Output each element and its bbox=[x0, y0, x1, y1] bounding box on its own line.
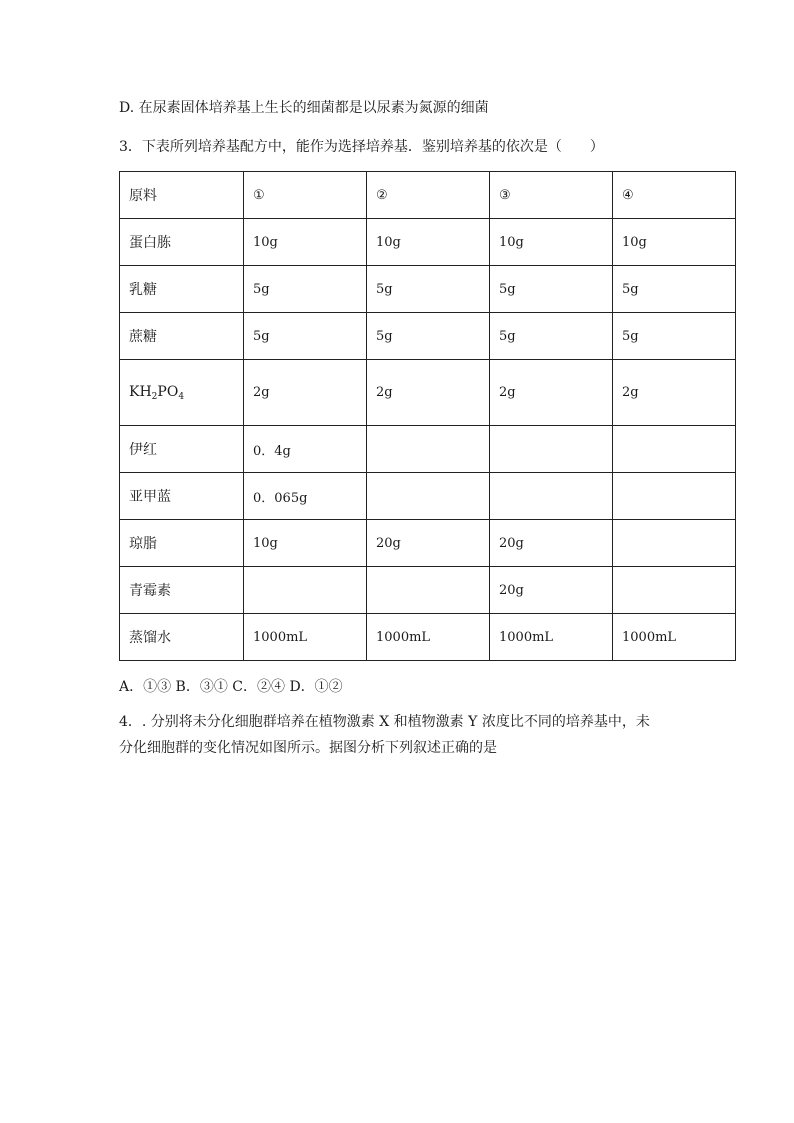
table-row-distilled-water bbox=[120, 614, 736, 661]
table-cell: 0．4g bbox=[244, 426, 367, 473]
header-cell-2: ② bbox=[367, 172, 490, 219]
table-cell: 2g bbox=[613, 360, 736, 426]
table-cell: 5g bbox=[244, 313, 367, 360]
culture-medium-table bbox=[119, 171, 736, 661]
table-row-lactose bbox=[120, 266, 736, 313]
table-cell: 20g bbox=[490, 567, 613, 614]
table-row-sucrose bbox=[120, 313, 736, 360]
table-cell: 10g bbox=[490, 219, 613, 266]
table-cell: 0．065g bbox=[244, 473, 367, 520]
row-label: 青霉素 bbox=[120, 567, 244, 614]
table-cell: 5g bbox=[613, 313, 736, 360]
question-3-text: 3．下表所列培养基配方中，能作为选择培养基．鉴别培养基的依次是（ ） bbox=[119, 139, 604, 155]
table-cell: 10g bbox=[244, 520, 367, 567]
table-cell: 1000mL bbox=[490, 614, 613, 661]
formula-kh: KH bbox=[129, 383, 152, 400]
table-cell: 5g bbox=[367, 266, 490, 313]
row-label: 亚甲蓝 bbox=[120, 473, 244, 520]
table-cell: 10g bbox=[613, 219, 736, 266]
table-cell: 1000mL bbox=[613, 614, 736, 661]
header-cell-1: ① bbox=[244, 172, 367, 219]
table-row-peptone bbox=[120, 219, 736, 266]
formula-sub-4: 4 bbox=[178, 391, 185, 402]
row-label: 伊红 bbox=[120, 426, 244, 473]
table-cell: 2g bbox=[367, 360, 490, 426]
question-4-line-1: 4．. 分别将未分化细胞群培养在植物激素 X 和植物激素 Y 浓度比不同的培养基中，未 bbox=[119, 714, 650, 730]
option-d-text: D. 在尿素固体培养基上生长的细菌都是以尿素为氮源的细菌 bbox=[119, 100, 489, 116]
table-cell: 2g bbox=[490, 360, 613, 426]
table-cell bbox=[490, 426, 613, 473]
table-cell: 20g bbox=[367, 520, 490, 567]
answer-options-text: A．①③ B．③① C．②④ D．①② bbox=[119, 679, 343, 695]
row-label: 蛋白胨 bbox=[120, 219, 244, 266]
question-4-line-2: 分化细胞群的变化情况如图所示。据图分析下列叙述正确的是 bbox=[119, 740, 497, 756]
header-cell-3: ③ bbox=[490, 172, 613, 219]
table-cell bbox=[613, 520, 736, 567]
row-label: 琼脂 bbox=[120, 520, 244, 567]
table-row-eosin bbox=[120, 426, 736, 473]
row-label: 蔗糖 bbox=[120, 313, 244, 360]
table-cell: 10g bbox=[367, 219, 490, 266]
table-row-kh2po4 bbox=[120, 360, 736, 426]
table-header-row bbox=[120, 172, 736, 219]
header-cell-material: 原料 bbox=[120, 172, 244, 219]
formula-sub-2: 2 bbox=[151, 391, 158, 402]
table-cell bbox=[367, 473, 490, 520]
table-row-penicillin bbox=[120, 567, 736, 614]
formula-po: PO bbox=[157, 383, 179, 400]
table-cell: 5g bbox=[244, 266, 367, 313]
row-label: 乳糖 bbox=[120, 266, 244, 313]
table-cell: 5g bbox=[490, 266, 613, 313]
table-cell: 5g bbox=[490, 313, 613, 360]
table-row-agar bbox=[120, 520, 736, 567]
table-cell: 5g bbox=[613, 266, 736, 313]
table-cell bbox=[613, 567, 736, 614]
table-cell: 20g bbox=[490, 520, 613, 567]
table-row-methylene-blue bbox=[120, 473, 736, 520]
table-cell bbox=[367, 567, 490, 614]
table-cell: 5g bbox=[367, 313, 490, 360]
row-label-kh2po4 bbox=[120, 360, 244, 426]
table-cell: 2g bbox=[244, 360, 367, 426]
table-cell bbox=[244, 567, 367, 614]
table-cell bbox=[613, 426, 736, 473]
table-cell bbox=[613, 473, 736, 520]
table-cell bbox=[490, 473, 613, 520]
row-label: 蒸馏水 bbox=[120, 614, 244, 661]
table-cell bbox=[367, 426, 490, 473]
table-cell: 1000mL bbox=[367, 614, 490, 661]
table-cell: 10g bbox=[244, 219, 367, 266]
header-cell-4: ④ bbox=[613, 172, 736, 219]
table-cell: 1000mL bbox=[244, 614, 367, 661]
